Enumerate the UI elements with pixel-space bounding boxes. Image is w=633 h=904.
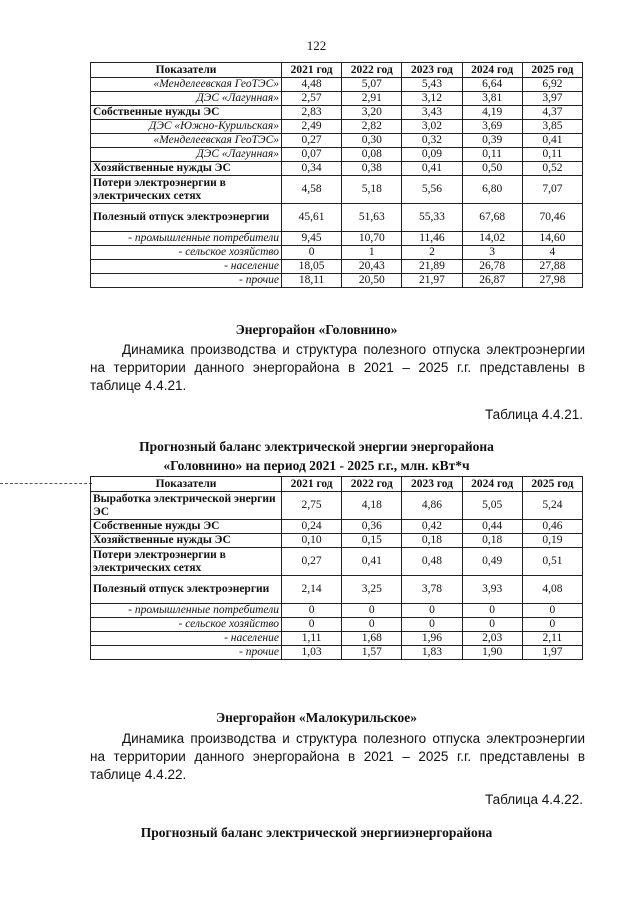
cell-value: 0,46 — [522, 520, 582, 534]
table-title-line: Прогнозный баланс электрической энергииэнергорайона — [140, 825, 493, 840]
column-header: 2022 год — [342, 477, 402, 492]
cell-value: 2,49 — [282, 120, 342, 134]
cell-value: 4,37 — [522, 106, 582, 120]
cell-value: 0,52 — [522, 162, 582, 176]
cell-value: 4,58 — [282, 176, 342, 204]
cell-value: 0,41 — [402, 162, 462, 176]
cell-value: 3,97 — [522, 92, 582, 106]
cell-value: 14,60 — [522, 232, 582, 246]
section-paragraph: Динамика производства и структура полезного отпуска электроэнергии на территории данного энергорайона в 2021 – 2025 г.г. представлены в таблице 4.4.22. — [90, 731, 585, 782]
cell-value: 0,39 — [462, 134, 522, 148]
cell-value: 6,80 — [462, 176, 522, 204]
cell-value: 0 — [462, 618, 522, 632]
row-label: - население — [91, 632, 282, 646]
cell-value: 0,32 — [402, 134, 462, 148]
cell-value: 1 — [342, 246, 402, 260]
table-row — [91, 492, 583, 520]
table-row — [91, 246, 583, 260]
column-header: 2024 год — [462, 63, 522, 78]
cell-value: 1,96 — [402, 632, 462, 646]
table-row — [91, 534, 583, 548]
balance-table-continued — [90, 62, 583, 288]
cell-value: 18,11 — [282, 274, 342, 288]
cell-value: 27,98 — [522, 274, 582, 288]
cell-value: 0,50 — [462, 162, 522, 176]
cell-value: 0 — [522, 618, 582, 632]
cell-value: 0 — [282, 618, 342, 632]
column-header: 2025 год — [522, 477, 582, 492]
cell-value: 10,70 — [342, 232, 402, 246]
cell-value: 4,48 — [282, 78, 342, 92]
table-row — [91, 618, 583, 632]
cell-value: 20,43 — [342, 260, 402, 274]
table-row — [91, 134, 583, 148]
column-header: Показатели — [91, 63, 282, 78]
cell-value: 45,61 — [282, 204, 342, 232]
cell-value: 4,86 — [402, 492, 462, 520]
table-title-line: Прогнозный баланс электрической энергии энергорайона — [139, 439, 494, 454]
cell-value: 6,92 — [522, 78, 582, 92]
cell-value: 0,24 — [282, 520, 342, 534]
cell-value: 0 — [342, 618, 402, 632]
cell-value: 5,05 — [462, 492, 522, 520]
cell-value: 3,78 — [402, 576, 462, 604]
row-label: ДЭС «Лагунная» — [91, 92, 282, 106]
table-row — [91, 520, 583, 534]
column-header: 2021 год — [282, 63, 342, 78]
row-label: «Менделеевская ГеоТЭС» — [91, 78, 282, 92]
table-row — [91, 176, 583, 204]
table-row — [91, 78, 583, 92]
cell-value: 0,36 — [342, 520, 402, 534]
cell-value: 0,15 — [342, 534, 402, 548]
row-label: - прочие — [91, 646, 282, 660]
cell-value: 51,63 — [342, 204, 402, 232]
cell-value: 0,07 — [282, 148, 342, 162]
column-header: Показатели — [91, 477, 282, 492]
cell-value: 2,82 — [342, 120, 402, 134]
table-row — [91, 204, 583, 232]
table-row — [91, 106, 583, 120]
section-heading-golovnino: Энергорайон «Головнино» — [235, 322, 398, 337]
section-heading-malokurilskoe: Энергорайон «Малокурильское» — [215, 710, 418, 725]
column-header: 2024 год — [462, 477, 522, 492]
cell-value: 5,24 — [522, 492, 582, 520]
cell-value: 3,12 — [402, 92, 462, 106]
table-row — [91, 632, 583, 646]
cell-value: 0,08 — [342, 148, 402, 162]
table-row — [91, 260, 583, 274]
cell-value: 5,43 — [402, 78, 462, 92]
table-row — [91, 232, 583, 246]
cell-value: 27,88 — [522, 260, 582, 274]
cell-value: 11,46 — [402, 232, 462, 246]
cell-value: 1,68 — [342, 632, 402, 646]
table-row — [91, 162, 583, 176]
table-row — [91, 92, 583, 106]
row-label: Собственные нужды ЭС — [91, 520, 282, 534]
table-title-line: «Головнино» на период 2021 - 2025 г.г., млн. кВт*ч — [163, 458, 470, 473]
page-number: 122 — [306, 38, 327, 53]
cell-value: 2,14 — [282, 576, 342, 604]
cell-value: 1,90 — [462, 646, 522, 660]
table-row — [91, 274, 583, 288]
cell-value: 2 — [402, 246, 462, 260]
cell-value: 5,18 — [342, 176, 402, 204]
row-label: - сельское хозяйство — [91, 246, 282, 260]
cell-value: 3,25 — [342, 576, 402, 604]
cell-value: 0 — [282, 246, 342, 260]
cell-value: 21,97 — [402, 274, 462, 288]
cell-value: 3,85 — [522, 120, 582, 134]
cell-value: 0,41 — [342, 548, 402, 576]
cell-value: 5,07 — [342, 78, 402, 92]
cell-value: 0,11 — [522, 148, 582, 162]
row-label: - сельское хозяйство — [91, 618, 282, 632]
cell-value: 7,07 — [522, 176, 582, 204]
cell-value: 0 — [462, 604, 522, 618]
cell-value: 2,75 — [282, 492, 342, 520]
row-label: ДЭС «Южно-Курильская» — [91, 120, 282, 134]
cell-value: 2,03 — [462, 632, 522, 646]
cell-value: 4,18 — [342, 492, 402, 520]
table-header-row — [91, 63, 583, 78]
balance-table-golovnino — [90, 476, 583, 660]
cell-value: 3,93 — [462, 576, 522, 604]
cell-value: 0,34 — [282, 162, 342, 176]
row-label: ДЭС «Лагунная» — [91, 148, 282, 162]
row-label: Хозяйственные нужды ЭС — [91, 162, 282, 176]
table-row — [91, 576, 583, 604]
cell-value: 3,02 — [402, 120, 462, 134]
cell-value: 0,49 — [462, 548, 522, 576]
cell-value: 55,33 — [402, 204, 462, 232]
table-title — [0, 823, 633, 842]
table-title — [0, 437, 633, 475]
table-row — [91, 604, 583, 618]
cell-value: 0 — [402, 618, 462, 632]
cell-value: 26,87 — [462, 274, 522, 288]
table-row — [91, 646, 583, 660]
table-row — [91, 548, 583, 576]
cell-value: 0,48 — [402, 548, 462, 576]
section-paragraph: Динамика производства и структура полезного отпуска электроэнергии на территории данного энергорайона в 2021 – 2025 г.г. представлены в таблице 4.4.21. — [90, 342, 585, 393]
row-label: - промышленные потребители — [91, 232, 282, 246]
cell-value: 1,97 — [522, 646, 582, 660]
cell-value: 26,78 — [462, 260, 522, 274]
row-label: - прочие — [91, 274, 282, 288]
table-caption: Таблица 4.4.22. — [485, 792, 583, 807]
cell-value: 0,44 — [462, 520, 522, 534]
cell-value: 18,05 — [282, 260, 342, 274]
cell-value: 0,10 — [282, 534, 342, 548]
column-header: 2022 год — [342, 63, 402, 78]
margin-dash-mark — [0, 483, 92, 484]
cell-value: 3,43 — [402, 106, 462, 120]
table-row — [91, 120, 583, 134]
cell-value: 5,56 — [402, 176, 462, 204]
cell-value: 4,08 — [522, 576, 582, 604]
row-label: Потери электроэнергии в электрических сетях — [91, 176, 282, 204]
cell-value: 1,03 — [282, 646, 342, 660]
column-header: 2025 год — [522, 63, 582, 78]
row-label: Выработка электрической энергии ЭС — [91, 492, 282, 520]
cell-value: 0,11 — [462, 148, 522, 162]
row-label: - население — [91, 260, 282, 274]
cell-value: 0,18 — [402, 534, 462, 548]
cell-value: 2,91 — [342, 92, 402, 106]
cell-value: 1,57 — [342, 646, 402, 660]
cell-value: 3 — [462, 246, 522, 260]
cell-value: 0,38 — [342, 162, 402, 176]
cell-value: 2,83 — [282, 106, 342, 120]
cell-value: 14,02 — [462, 232, 522, 246]
cell-value: 1,83 — [402, 646, 462, 660]
column-header: 2023 год — [402, 63, 462, 78]
cell-value: 0 — [342, 604, 402, 618]
cell-value: 2,57 — [282, 92, 342, 106]
table-caption: Таблица 4.4.21. — [485, 407, 583, 422]
cell-value: 3,20 — [342, 106, 402, 120]
row-label: «Менделеевская ГеоТЭС» — [91, 134, 282, 148]
cell-value: 0,18 — [462, 534, 522, 548]
cell-value: 0 — [402, 604, 462, 618]
cell-value: 0,27 — [282, 548, 342, 576]
cell-value: 67,68 — [462, 204, 522, 232]
cell-value: 9,45 — [282, 232, 342, 246]
column-header: 2023 год — [402, 477, 462, 492]
row-label: Собственные нужды ЭС — [91, 106, 282, 120]
cell-value: 0,41 — [522, 134, 582, 148]
cell-value: 1,11 — [282, 632, 342, 646]
cell-value: 70,46 — [522, 204, 582, 232]
row-label: Потери электроэнергии в электрических сетях — [91, 548, 282, 576]
cell-value: 0 — [522, 604, 582, 618]
table-row — [91, 148, 583, 162]
row-label: Полезный отпуск электроэнергии — [91, 576, 282, 604]
cell-value: 6,64 — [462, 78, 522, 92]
cell-value: 4,19 — [462, 106, 522, 120]
cell-value: 0,27 — [282, 134, 342, 148]
cell-value: 21,89 — [402, 260, 462, 274]
row-label: - промышленные потребители — [91, 604, 282, 618]
row-label: Полезный отпуск электроэнергии — [91, 204, 282, 232]
cell-value: 0 — [282, 604, 342, 618]
cell-value: 4 — [522, 246, 582, 260]
cell-value: 0,30 — [342, 134, 402, 148]
cell-value: 2,11 — [522, 632, 582, 646]
cell-value: 20,50 — [342, 274, 402, 288]
cell-value: 0,19 — [522, 534, 582, 548]
cell-value: 0,09 — [402, 148, 462, 162]
row-label: Хозяйственные нужды ЭС — [91, 534, 282, 548]
column-header: 2021 год — [282, 477, 342, 492]
cell-value: 0,51 — [522, 548, 582, 576]
cell-value: 3,69 — [462, 120, 522, 134]
cell-value: 3,81 — [462, 92, 522, 106]
cell-value: 0,42 — [402, 520, 462, 534]
table-header-row — [91, 477, 583, 492]
